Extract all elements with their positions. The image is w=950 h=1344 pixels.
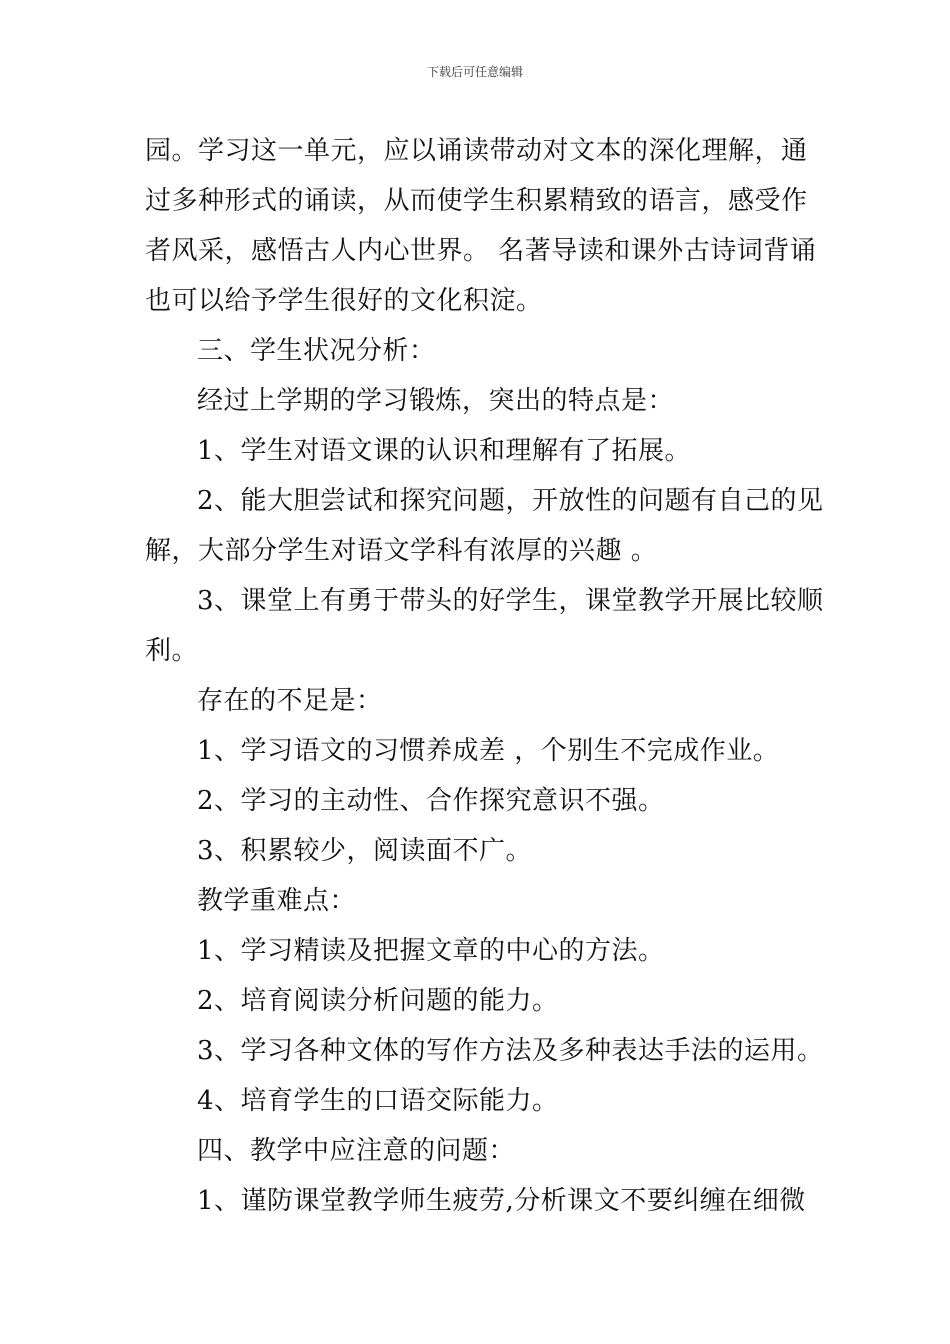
paragraph-line: 经过上学期的学习锻炼，突出的特点是： <box>197 386 675 416</box>
list-item: 3、学习各种文体的写作方法及多种表达手法的运用。 <box>197 1036 824 1066</box>
subsection-heading: 教学重难点： <box>197 886 357 916</box>
list-item: 1、学生对语文课的认识和理解有了拓展。 <box>197 436 692 466</box>
list-item-continuation: 解，大部分学生对语文学科有浓厚的兴趣 。 <box>145 536 658 566</box>
list-item: 2、能大胆尝试和探究问题，开放性的问题有自己的见 <box>197 486 824 516</box>
paragraph-line: 过多种形式的诵读，从而使学生积累精致的语言，感受作 <box>145 186 808 216</box>
list-item: 1、谨防课堂教学师生疲劳,分析课文不要纠缠在细微 <box>197 1186 806 1216</box>
list-item: 1、学习语文的习惯养成差 ，个别生不完成作业。 <box>197 736 780 766</box>
list-item: 1、学习精读及把握文章的中心的方法。 <box>197 936 665 966</box>
list-item: 3、课堂上有勇于带头的好学生，课堂教学开展比较顺 <box>197 586 824 616</box>
paragraph-line: 园。学习这一单元，应以诵读带动对文本的深化理解，通 <box>145 136 808 166</box>
page-header: 下载后可任意编辑 <box>426 65 523 79</box>
subsection-heading: 存在的不足是： <box>197 686 383 716</box>
list-item: 3、积累较少，阅读面不广。 <box>197 836 533 866</box>
section-heading: 三、学生状况分析： <box>197 336 436 366</box>
list-item: 2、培育阅读分析问题的能力。 <box>197 986 559 1016</box>
list-item-continuation: 利。 <box>145 636 199 666</box>
section-heading: 四、教学中应注意的问题： <box>197 1136 516 1166</box>
list-item: 2、学习的主动性、合作探究意识不强。 <box>197 786 665 816</box>
paragraph-line: 也可以给予学生很好的文化积淀。 <box>145 286 543 316</box>
document-body <box>145 126 824 1226</box>
list-item: 4、培育学生的口语交际能力。 <box>197 1086 559 1116</box>
paragraph-line: 者风采，感悟古人内心世界。 名著导读和课外古诗词背诵 <box>145 236 817 266</box>
